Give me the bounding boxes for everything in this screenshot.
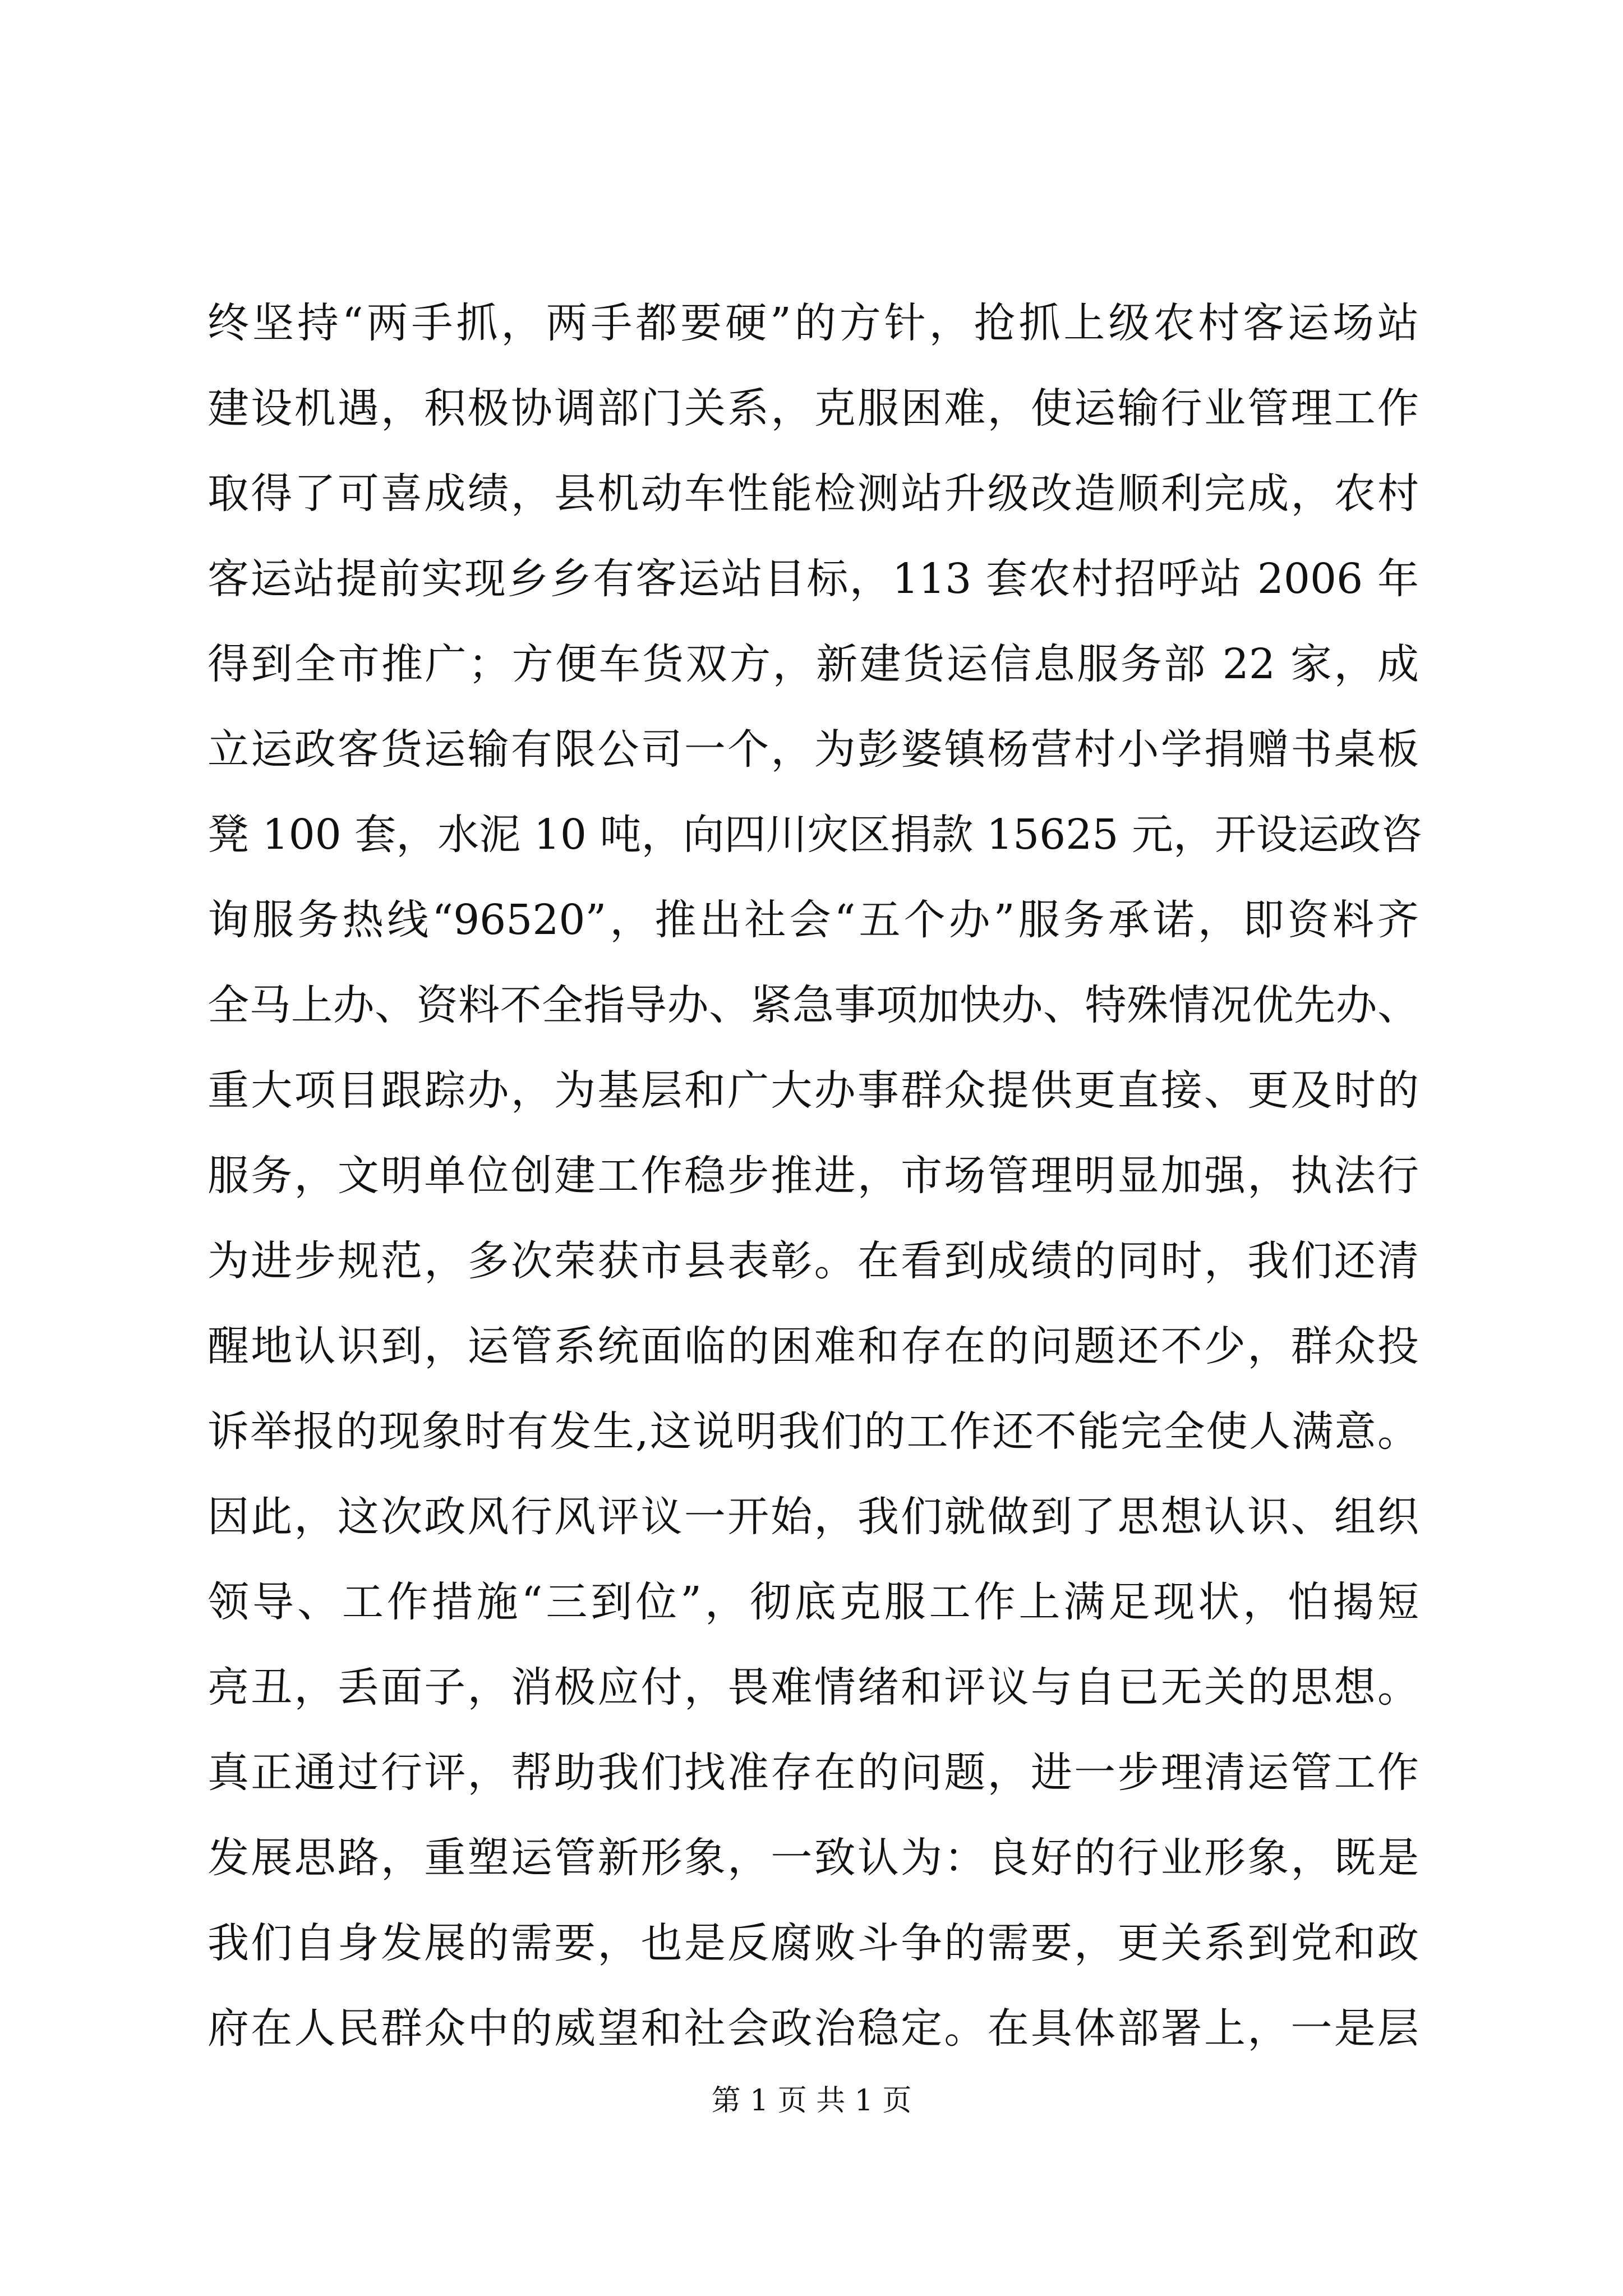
text-line: 诉举报的现象时有发生,这说明我们的工作还不能完全使人满意。 <box>208 1407 1419 1456</box>
text-line: 醒地认识到，运管系统面临的困难和存在的问题还不少，群众投 <box>208 1322 1419 1370</box>
text-line: 询服务热线“96520”，推出社会“五个办”服务承诺，即资料齐 <box>208 896 1419 944</box>
text-line: 取得了可喜成绩，县机动车性能检测站升级改造顺利完成，农村 <box>208 470 1419 518</box>
text-line: 府在人民群众中的威望和社会政治稳定。在具体部署上，一是层 <box>208 2004 1419 2053</box>
text-line: 亮丑，丢面子，消极应付，畏难情绪和评议与自已无关的思想。 <box>208 1663 1419 1711</box>
text-line: 重大项目跟踪办，为基层和广大办事群众提供更直接、更及时的 <box>208 1066 1419 1115</box>
text-line: 建设机遇，积极协调部门关系，克服困难，使运输行业管理工作 <box>208 384 1419 432</box>
text-line: 领导、工作措施“三到位”，彻底克服工作上满足现状，怕揭短 <box>208 1578 1419 1626</box>
text-line: 服务，文明单位创建工作稳步推进，市场管理明显加强，执法行 <box>208 1152 1419 1200</box>
text-line: 发展思路，重塑运管新形象，一致认为：良好的行业形象，既是 <box>208 1834 1419 1882</box>
text-line: 凳 100 套，水泥 10 吨，向四川灾区捐款 15625 元，开设运政咨 <box>208 811 1422 859</box>
page-footer: 第 1 页 共 1 页 <box>711 2084 912 2118</box>
text-line: 为进步规范，多次荣获市县表彰。在看到成绩的同时，我们还清 <box>208 1237 1419 1285</box>
text-line: 真正通过行评，帮助我们找准存在的问题，进一步理清运管工作 <box>208 1749 1419 1797</box>
text-line: 全马上办、资料不全指导办、紧急事项加快办、特殊情况优先办、 <box>208 981 1419 1029</box>
text-line: 立运政客货运输有限公司一个，为彭婆镇杨营村小学捐赠书桌板 <box>208 725 1419 774</box>
text-line: 因此，这次政风行风评议一开始，我们就做到了思想认识、组织 <box>208 1493 1419 1541</box>
text-line: 终坚持“两手抓，两手都要硬”的方针，抢抓上级农村客运场站 <box>208 299 1419 347</box>
text-line: 得到全市推广；方便车货双方，新建货运信息服务部 22 家，成 <box>208 640 1419 688</box>
text-line: 客运站提前实现乡乡有客运站目标，113 套农村招呼站 2006 年 <box>208 555 1419 603</box>
text-line: 我们自身发展的需要，也是反腐败斗争的需要，更关系到党和政 <box>208 1919 1419 1967</box>
